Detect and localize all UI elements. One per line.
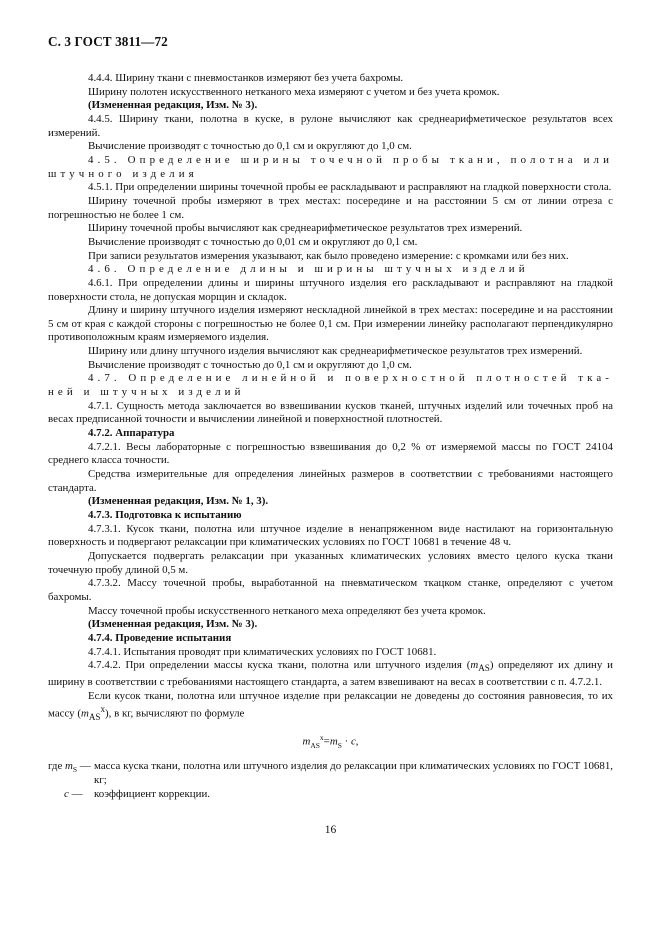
amendment-note: (Измененная редакция, Изм. № 3). xyxy=(88,99,258,112)
clause-4-4-4: 4.4.4. Ширину ткани с пневмостанков измеряют без учета бахромы. xyxy=(88,72,404,84)
definition-term xyxy=(48,788,90,802)
definition-term xyxy=(48,760,90,787)
clause-4-7-2-1: 4.7.2.1. Весы лабораторные с погрешностью взвешивания до 0,2 % от измеряемой массы по ГОСТ 24104 среднего класса точности. xyxy=(48,440,613,467)
subsection-heading-preparation: 4.7.3. Подготовка к испытанию xyxy=(88,509,242,521)
clause-4-7-4-2 xyxy=(48,659,613,689)
math-symbol: m xyxy=(470,659,479,672)
definition-text: масса куска ткани, полотна или штучного изделия до релаксации при климатических условиях по ГОСТ 10681, кг; xyxy=(94,760,613,786)
paragraph: Длину и ширину штучного изделия измеряют нескладной линейкой в трех местах: посередине и на расстоянии 5 см от края с каждой стороны с погрешностью не более 0,1 см. При измерении линейку располагают перпендикулярно противоположным краям измеряемого изделия. xyxy=(48,304,613,344)
paragraph: Средства измерительные для определения линейных размеров в соответствии с требованиями настоящего стандарта. xyxy=(48,468,613,494)
clause-4-7-3-2: 4.7.3.2. Массу точечной пробы, выработанной на пневматическом ткацком станке, определяют с учетом бахромы. xyxy=(48,577,613,603)
section-heading-4-5: 4.5. Определение ширины точечной пробы ткани, полотна или xyxy=(88,153,613,166)
math-subscript: AS xyxy=(310,740,320,750)
text-run: 4.7.4.2. При определении массы куска ткани, полотна или штучного изделия ( xyxy=(88,659,471,672)
definition-text: коэффициент коррекции. xyxy=(94,787,211,800)
text-run: ), в кг, вычисляют по формуле xyxy=(105,707,245,720)
document-body xyxy=(48,72,613,801)
subsection-heading-apparatus: 4.7.2. Аппаратура xyxy=(88,427,175,440)
math-subscript: AS xyxy=(478,663,490,674)
math-symbol: m xyxy=(80,707,89,720)
clause-4-7-3-1: 4.7.3.1. Кусок ткани, полотна или штучное изделие в ненапряженном виде настилают на горизонтальную поверхность и подвергают релаксации при климатических условиях по ГОСТ 10681 в течение 48 ч. xyxy=(48,522,613,549)
paragraph: Ширину точечной пробы измеряют в трех местах: посередине и на расстоянии 5 см от линии отреза с погрешностью не более 1 см. xyxy=(48,194,613,221)
paragraph: Массу точечной пробы искусственного нетканого меха определяют без учета кромок. xyxy=(88,604,486,617)
section-heading-4-7: 4.7. Определение линейной и поверхностной плотностей тка- xyxy=(88,372,613,385)
math-punctuation: , xyxy=(355,735,359,748)
math-subscript: AS xyxy=(88,712,101,723)
paragraph: Вычисление производят с точностью до 0,1 см и округляют до 1,0 см. xyxy=(88,358,412,371)
math-symbol: m xyxy=(329,735,338,748)
paragraph xyxy=(48,690,613,725)
math-operator: = xyxy=(323,735,330,748)
paragraph: Допускается подвергать релаксации при указанных климатических условиях вместо целого куска ткани точечную пробу длиной 0,5 м. xyxy=(48,549,613,576)
symbol-definitions xyxy=(48,760,613,801)
clause-4-5-1: 4.5.1. При определении ширины точечной пробы ее раскладывают и расправляют на гладкой поверхности стола. xyxy=(88,181,612,194)
math-operator: · xyxy=(341,735,351,748)
math-superscript: x xyxy=(100,704,106,715)
document-page xyxy=(48,34,613,801)
clause-4-7-1: 4.7.1. Сущность метода заключается во взвешивании кусков тканей, штучных изделий или точечных проб на весах предписанной точности и вычислении линейной и поверхностной плотностей. xyxy=(48,399,613,426)
paragraph: При записи результатов измерения указывают, как было проведено измерение: с кромками или без них. xyxy=(88,249,569,262)
subsection-heading-testing: 4.7.4. Проведение испытания xyxy=(88,631,232,644)
amendment-note: (Измененная редакция, Изм. № 1, 3). xyxy=(88,495,269,508)
text-run: ) определяют их длину и ширину в соответствии с требованиями настоящего стандарта, а затем взвешивают на весах в соответствии с п. 4.7.2.1. xyxy=(48,659,613,689)
section-heading-4-7-cont: ней и штучных изделий xyxy=(48,386,245,399)
page-header: С. 3 ГОСТ 3811—72 xyxy=(48,34,168,49)
section-heading-4-6: 4.6. Определение длины и ширины штучных изделий xyxy=(88,263,529,276)
amendment-note: (Измененная редакция, Изм. № 3). xyxy=(88,618,258,631)
paragraph: Ширину полотен искусственного нетканого меха измеряют с учетом и без учета кромок. xyxy=(88,85,500,98)
math-symbol: m xyxy=(302,735,311,748)
definition-prefix: где xyxy=(48,760,66,773)
clause-4-4-5: 4.4.5. Ширину ткани, полотна в куске, в рулоне вычисляют как среднеарифметическое результатов всех измерений. xyxy=(48,112,613,139)
paragraph: Ширину или длину штучного изделия вычисляют как среднеарифметическое результатов трех измерений. xyxy=(88,345,583,358)
formula xyxy=(48,731,613,752)
math-symbol: c xyxy=(350,735,356,748)
math-symbol: c xyxy=(64,787,69,800)
definition-dash: — xyxy=(77,760,91,773)
paragraph: Вычисление производят с точностью до 0,1 см и округляют до 1,0 см. xyxy=(88,140,412,153)
math-subscript: S xyxy=(337,740,342,750)
clause-4-7-4-1: 4.7.4.1. Испытания проводят при климатических условиях по ГОСТ 10681. xyxy=(88,645,437,658)
math-superscript: x xyxy=(319,732,324,742)
text-run: Если кусок ткани, полотна или штучное изделие при релаксации не доведены до состояния равновесия, то их массу ( xyxy=(48,689,613,720)
paragraph: Ширину точечной пробы вычисляют как среднеарифметическое результатов трех измерений. xyxy=(88,222,523,235)
math-subscript: S xyxy=(72,765,78,775)
clause-4-6-1: 4.6.1. При определении длины и ширины штучного изделия его раскладывают и расправляют на гладкой поверхности стола, не допуская морщин и складок. xyxy=(48,276,613,303)
section-heading-4-5-cont: штучного изделия xyxy=(48,167,198,180)
paragraph: Вычисление производят с точностью до 0,01 см и округляют до 0,1 см. xyxy=(88,235,418,248)
definition-dash: — xyxy=(68,787,83,800)
math-symbol: m xyxy=(65,760,73,773)
page-number: 16 xyxy=(324,824,337,836)
